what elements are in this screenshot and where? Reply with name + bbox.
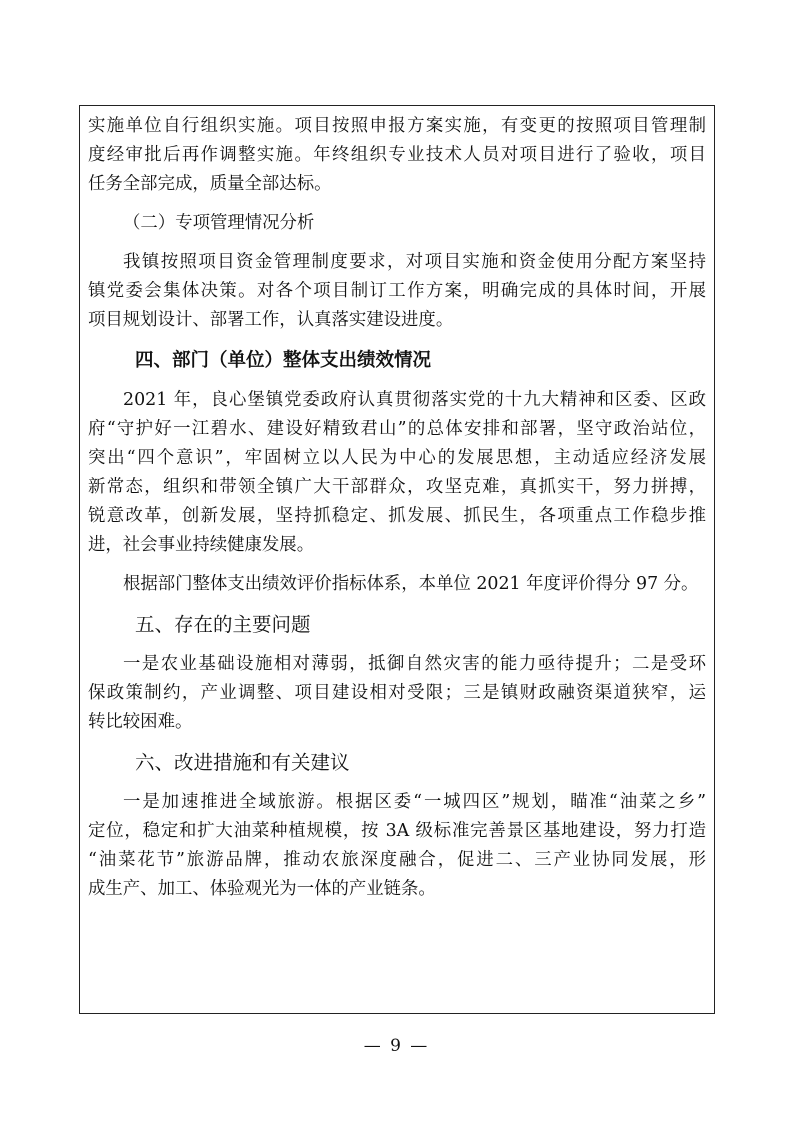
text-line: 府“守护好一江碧水、建设好精致君山”的总体安排和部署，坚守政治站位，	[88, 419, 706, 439]
text-line: 新常态，组织和带领全镇广大干部群众，攻坚克难，真抓实干，努力拼搏，	[88, 477, 706, 497]
text-line: 项目规划设计、部署工作，认真落实建设进度。	[88, 310, 454, 330]
text-line: 转比较困难。	[88, 712, 193, 732]
text-line: 2021 年，良心堡镇党委政府认真贯彻落实党的十九大精神和区委、区政	[123, 390, 706, 410]
section-heading-4: 四、部门（单位）整体支出绩效情况	[135, 350, 432, 371]
subheading-special-management: （二）专项管理情况分析	[123, 213, 315, 233]
text-line: 定位，稳定和扩大油菜种植规模，按 3A 级标准完善景区基地建设，努力打造	[88, 821, 706, 841]
text-line: 实施单位自行组织实施。项目按照申报方案实施，有变更的按照项目管理制	[88, 116, 706, 136]
text-line: 镇党委会集体决策。对各个项目制订工作方案，明确完成的具体时间，开展	[88, 281, 706, 301]
text-line: 锐意改革，创新发展，坚持抓稳定、抓发展、抓民生，各项重点工作稳步推	[88, 506, 706, 526]
document-body	[88, 112, 706, 904]
paragraph-management	[88, 248, 706, 335]
text-line: 度经审批后再作调整实施。年终组织专业技术人员对项目进行了验收，项目	[88, 145, 706, 165]
paragraph-continuation	[88, 112, 706, 199]
text-line: 保政策制约，产业调整、项目建设相对受限；三是镇财政融资渠道狭窄，运	[88, 683, 706, 703]
page-number: — 9 —	[363, 1036, 430, 1056]
paragraph-overall-performance	[88, 386, 706, 560]
section-heading-5: 五、存在的主要问题	[135, 613, 311, 636]
text-line: 成生产、加工、体验观光为一体的产业链条。	[88, 879, 436, 899]
text-line: 我镇按照项目资金管理制度要求，对项目实施和资金使用分配方案坚持	[123, 252, 706, 272]
paragraph-problems	[88, 650, 706, 737]
text-line: “油菜花节”旅游品牌，推动农旅深度融合，促进二、三产业协同发展，形	[88, 850, 706, 870]
text-line: 突出“四个意识”，牢固树立以人民为中心的发展思想，主动适应经济发展	[88, 448, 706, 468]
text-line: 任务全部完成，质量全部达标。	[88, 174, 332, 194]
text-line: 进，社会事业持续健康发展。	[88, 535, 315, 555]
section-heading-6: 六、改进措施和有关建议	[135, 751, 350, 774]
text-line: 根据部门整体支出绩效评价指标体系，本单位 2021 年度评价得分 97 分。	[123, 574, 699, 594]
paragraph-score	[88, 570, 706, 599]
text-line: 一是农业基础设施相对薄弱，抵御自然灾害的能力亟待提升；二是受环	[123, 654, 706, 674]
text-line: 一是加速推进全域旅游。根据区委“一城四区”规划，瞄准“油菜之乡”	[123, 792, 706, 812]
paragraph-measures	[88, 788, 706, 904]
